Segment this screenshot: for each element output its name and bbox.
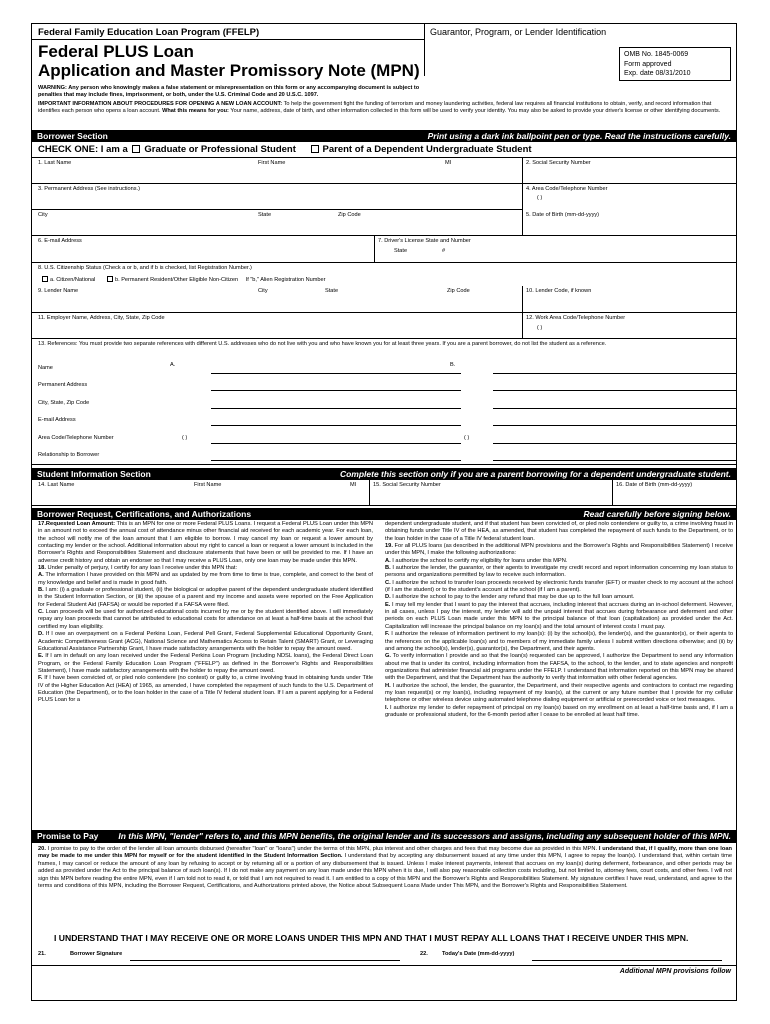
certification-paragraph	[385, 521, 733, 543]
reference-a-field[interactable]	[211, 460, 461, 461]
ref-b-label: B.	[450, 362, 456, 368]
paragraph-text: I am: (i) a graduate or professional student, (ii) the biological or adoptive parent of the dependent undergraduate student identified in the Student Information Section, or (iii) the spouse of a parent and my income and assets were reported on the Free Application for Federal Student Aid (FAFSA) or would be reported if a FAFSA were filed.	[38, 587, 373, 608]
certification-paragraph	[38, 521, 373, 565]
lender-name-label: 9. Lender Name	[38, 288, 79, 294]
promise-to-pay-bar: Promise to Pay In this MPN, "lender" refers to, and this MPN benefits, the original lender and its successors and assigns, including any subsequent holder of this MPN.	[32, 830, 736, 843]
omb-approved: Form approved	[624, 60, 672, 68]
reference-a-field[interactable]	[211, 390, 461, 391]
paragraph-text: I authorize the school, the lender, the guarantor, the Department, and their respective agents and contractors to contact me regarding my loan request(s) or my loan(s), including repayment of my loan(s), at the current or any future number that I provide for my cellular telephone or other wireless device using automated telephone dialing equipment or artificial or prerecorded voice or text messages.	[385, 682, 733, 704]
reference-b-field[interactable]	[493, 460, 737, 461]
paragraph-number: H.	[385, 682, 391, 689]
certification-paragraph	[38, 675, 373, 704]
certification-paragraph	[385, 602, 733, 631]
ssn-label: 2. Social Security Number	[526, 160, 591, 166]
mi-label: MI	[445, 160, 452, 166]
certification-paragraph	[385, 543, 733, 558]
promise-to-pay-text: 20. I promise to pay to the order of the lender all loan amounts disbursed (hereafter "loan" or "loans") under the terms of this MPN, plus interest and other charges and fees that may become due as provided in this MPN. I understand that, if I qualify, more than one loan may be made to me under this MPN for myself or for the student identified in the Student Information Section. I understand that by accepting any disbursement issued at any time under this MPN, I agree to repay the loan(s). I understand that, within certain time frames, I may cancel or reduce the amount of any loan by refusing to accept or by returning all or a portion of any disbursement that is issued. Unless I make interest payments, interest that accrues on my loan(s) during deferment, forbearance, and other periods may be added as provided under the Act to the principal balance of such loan(s). If I do not make any payment on any loan made under this MPN when it is due, I will also pay reasonable collection costs including, but not limited to, attorney fees, court costs, and other fees. I will not sign this MPN before reading the entire MPN, even if I am told not to read it, or told that I am not required to read it. I am entitled to a copy of this MPN and the Borrower's Rights and Responsibilities Statement. My signature certifies I have read, understand, and agree to the terms and conditions of this MPN, including the Borrower Request, Certifications, and Authorizations printed above, the Notice about Subsequent Loans Made under This MPN, and the Borrower's Rights and Responsibilities Statement.	[38, 846, 732, 890]
ref-a-label: A.	[170, 362, 176, 368]
student-name-field[interactable]	[33, 490, 368, 504]
zip-label: Zip Code	[338, 212, 361, 218]
drivers-license-label: 7. Driver's License State and Number	[378, 238, 471, 244]
important-notice: IMPORTANT INFORMATION ABOUT PROCEDURES FOR OPENING A NEW LOAN ACCOUNT: To help the government fight the funding of terrorism and money laundering activities, federal law requires all financial institutions to obtain, verify, and record information that identifies each person who opens a loan account. What this means for you: Your name, address, date of birth, and other information collected in this form will be used to verify your identity. You may also be asked to provide your driver's license or other identifying documents.	[38, 101, 721, 114]
date-line[interactable]	[532, 960, 722, 961]
paragraph-number: 18.	[38, 565, 46, 572]
paragraph-number: B.	[38, 587, 44, 594]
certification-paragraph	[38, 565, 373, 572]
lender-code-label: 10. Lender Code, if known	[526, 288, 592, 294]
reference-a-field[interactable]	[211, 408, 461, 409]
signature-number: 21.	[38, 951, 46, 957]
guarantor-label: Guarantor, Program, or Lender Identification	[430, 27, 607, 37]
paragraph-number: E.	[38, 653, 44, 660]
student-mi-label: MI	[350, 482, 357, 488]
dl-state-label: State	[394, 248, 408, 254]
paragraph-number: 17.	[38, 521, 46, 527]
city-state-zip-field[interactable]	[33, 219, 521, 233]
certification-paragraph	[385, 565, 733, 580]
certification-paragraph	[385, 705, 733, 720]
citizen-checkbox[interactable]	[42, 276, 48, 282]
form-title-line2: Application and Master Promissory Note (MPN)	[38, 61, 420, 80]
lender-state-label: State	[325, 288, 339, 294]
paragraph-number: D.	[38, 631, 44, 638]
ssn-field[interactable]	[523, 167, 737, 181]
permanent-address-label: 3. Permanent Address (See instructions.)	[38, 186, 140, 192]
warning-text: WARNING: Any person who knowingly makes a false statement or misrepresentation on this form or any accompanying document is subject to penalties that may include fines, imprisonment, or both, under the U.S. Criminal Code and 20 U.S.C. 1097.	[38, 85, 420, 98]
reference-row-label: Name	[38, 365, 53, 371]
grad-student-checkbox[interactable]	[132, 145, 140, 153]
last-name-label: 1. Last Name	[38, 160, 72, 166]
date-number: 22.	[420, 951, 428, 957]
certification-paragraph	[38, 572, 373, 587]
paragraph-text: I authorize the school to pay to the lender any refund that may be due up to the full loan amount.	[390, 594, 635, 601]
paragraph-text: If I have been convicted of, or pled nolo contendere (no contest) or guilty to, a crime involving fraud in obtaining funds under Title IV of the Higher Education Act (HEA) of 1965, as amended, I have completed the repayment of such funds to the U.S. Department of Education (the Department), or to the loan holder in the case of a Title IV federal student loan. If I am a parent applying for a Federal PLUS Loan for a	[38, 675, 373, 704]
drivers-license-field[interactable]	[452, 245, 732, 259]
certifications-left-column	[38, 521, 373, 705]
student-section-bar: Student Information Section Complete this section only if you are a parent borrowing for a dependent undergraduate student.	[32, 468, 736, 480]
lender-code-field[interactable]	[523, 296, 737, 310]
reference-row-label: E-mail Address	[38, 417, 76, 424]
first-name-label: First Name	[258, 160, 286, 166]
certification-paragraph	[385, 683, 733, 705]
paragraph-heading: Requested Loan Amount:	[45, 521, 115, 527]
employer-field[interactable]	[33, 322, 521, 336]
citizenship-options: a. Citizen/National b. Permanent Resident/Other Eligible Non-Citizen If "b," Alien Registration Number	[42, 276, 326, 284]
phone-area-paren: ( )	[537, 195, 543, 201]
reference-b-field[interactable]	[493, 373, 737, 374]
borrower-type-choice: CHECK ONE: I am a Graduate or Professional Student Parent of a Dependent Undergraduate Student	[38, 144, 532, 155]
certification-paragraph	[385, 631, 733, 653]
student-last-name-label: 14. Last Name	[38, 482, 75, 488]
student-dob-field[interactable]	[613, 490, 737, 504]
certification-paragraph	[385, 558, 733, 565]
paragraph-text: I may tell my lender that I want to pay the interest that accrues, including interest that accrues during an in-school deferment. However, in all cases, unless I pay the interest, my lender will add the unpaid interest that accrues during forbearance and deferment and other periods on each PLUS Loan made under this MPN to the principal balance of that loan (capitalization) as provided under the Act. Capitalization will increase the principal balance on my loan(s) and the total amount of interest costs I must pay.	[385, 601, 733, 630]
reference-b-field[interactable]	[493, 390, 737, 391]
certification-paragraph	[38, 653, 373, 675]
borrower-name-field[interactable]	[33, 167, 521, 181]
paragraph-text: To verify information I provide and so that the loan(s) requested can be approved, I authorize the Department to send any information about me that is under its control, including information from the FAFSA, to the school, to the lender, and to state agencies and nonprofit organizations that administer financial aid programs under the FFELP. I understand that information reported on this MPN may be shared with the Department, and that the Department has the authority to verify that information with other federal agencies.	[385, 653, 733, 682]
certification-paragraph	[385, 594, 733, 601]
references-instructions: 13. References: You must provide two separate references with different U.S. addresses who do not live with you and who have known you for at least three years. If you are a parent borrower, do not list the student as a reference.	[38, 341, 607, 347]
student-first-name-label: First Name	[194, 482, 222, 488]
reference-a-field[interactable]	[211, 443, 461, 444]
paragraph-text: If I am in default on any loan received under the Federal Perkins Loan Program (including NDSL loans), the Federal Direct Loan Program, or the Federal Family Education Loan Program ("FFELP") as defined in the Borrower's Rights and Responsibilities Statement), I have made satisfactory arrangements with the holder to repay the amount owed.	[38, 653, 373, 674]
student-ssn-field[interactable]	[370, 490, 611, 504]
paragraph-text: The information I have provided on this MPN and as updated by me from time to time is true, complete, and correct to the best of my knowledge and belief and is made in good faith.	[38, 572, 373, 586]
city-label: City	[38, 212, 48, 218]
paragraph-number: C.	[385, 579, 391, 586]
reference-row-label: Relationship to Borrower	[38, 452, 100, 458]
paragraph-text: I authorize my lender to defer repayment of principal on my loan(s) based on my enrollment on at least a half-time basis and, if I am a graduate or professional student, for the 6-month period after I cease to be enrolled at least half time.	[385, 704, 733, 718]
student-ssn-label: 15. Social Security Number	[373, 482, 441, 488]
paragraph-text: dependent undergraduate student, and if that student has been convicted of, or pled nolo contendere or guilty to, a crime involving fraud in obtaining funds under Title IV of the HEA, as amended, that student has completed the repayment of such funds to the Department, or to the loan holder in the case of a Title IV federal student loan.	[385, 521, 733, 542]
omb-box	[619, 47, 731, 81]
parent-borrower-checkbox[interactable]	[311, 145, 319, 153]
paragraph-number: F.	[385, 631, 390, 638]
paragraph-text: I authorize the release of information pertinent to my loan(s): (i) by the school(s), the lender(s), and the guarantor(s), or their agents to the references on the applicable loan(s) and to members of my immediate family unless I submit written directions otherwise; and (ii) by and among the school(s), lender(s), guarantor(s), the Department, and their agents.	[385, 631, 733, 652]
promissory-note-form	[31, 23, 737, 1001]
certification-paragraph	[38, 609, 373, 631]
paragraph-text: Loan proceeds will be used for authorized educational costs incurred by me or by the student identified above. I will immediately repay any loan proceeds that cannot be attributed to educational costs for attendance on at least a half-time basis at the school that certified my loan eligibility.	[38, 609, 373, 630]
reference-area-code-paren: ( )	[182, 434, 188, 441]
paragraph-number: B.	[385, 565, 391, 572]
paragraph-number: A.	[38, 572, 44, 579]
resident-checkbox[interactable]	[107, 276, 113, 282]
paragraph-text: This is an MPN for one or more Federal PLUS Loans. I request a Federal PLUS Loan under this MPN in an amount not to exceed the annual cost of attendance minus other financial aid received for each academic year. For each loan, the school will notify me of the loan amount that I am eligible to borrow. I may cancel my loan or request a lower amount by contacting my lender or the school. Additional information about my right to cancel a loan or request a lower amount is included in the Borrower's Rights and Responsibilities Statement and disclosure statements that have been or will be provided to me. If I have an adverse credit history and obtain an endorser so that I may receive a PLUS Loan, only one loan may be made under this MPN.	[38, 521, 373, 564]
work-phone-paren: ( )	[537, 325, 543, 331]
repay-acknowledgement: I UNDERSTAND THAT I MAY RECEIVE ONE OR MORE LOANS UNDER THIS MPN AND THAT I MUST REPAY ALL LOANS THAT I RECEIVE UNDER THIS MPN.	[54, 933, 689, 943]
reference-b-field[interactable]	[493, 425, 737, 426]
paragraph-text: I authorize the school to transfer loan proceeds received by electronic funds transfer (EFT) or master check to my account at the school (if I am the student) or to the student's account at the school (if I am a parent).	[385, 579, 733, 594]
state-label: State	[258, 212, 272, 218]
paragraph-text: I authorize the school to certify my eligibility for loans under this MPN.	[390, 557, 568, 564]
paragraph-text: For all PLUS loans (as described in the additional MPN provisions and the Borrower's Rights and Responsibilities Statement) I receive under this MPN, I make the following authorizations:	[385, 543, 733, 557]
signature-label: Borrower Signature	[70, 951, 123, 957]
citizenship-label: 8. U.S. Citizenship Status (Check a or b, and if b is checked, list Registration Number.)	[38, 265, 252, 271]
paragraph-number: A.	[385, 557, 391, 564]
paragraph-number: I.	[385, 704, 389, 711]
footer-note: Additional MPN provisions follow	[619, 968, 731, 975]
paragraph-text: Under penalty of perjury, I certify for any loan I receive under this MPN that:	[45, 565, 238, 572]
student-dob-label: 16. Date of Birth (mm-dd-yyyy)	[616, 482, 693, 488]
reference-b-field[interactable]	[493, 408, 737, 409]
lender-zip-label: Zip Code	[447, 288, 470, 294]
paragraph-text: I authorize the lender, the guarantor, or their agents to investigate my credit record and report information concerning my loan status to persons and organizations permitted by law to receive such information.	[385, 565, 733, 579]
form-title-line1: Federal PLUS Loan	[38, 42, 194, 61]
dl-number-label: #	[442, 248, 446, 254]
signature-line[interactable]	[130, 960, 400, 961]
permanent-address-field[interactable]	[33, 193, 521, 207]
date-label: Today's Date (mm-dd-yyyy)	[442, 951, 515, 957]
certification-paragraph	[385, 653, 733, 682]
phone-label: 4. Area Code/Telephone Number	[526, 186, 608, 192]
reference-a-field[interactable]	[211, 425, 461, 426]
lender-city-label: City	[258, 288, 268, 294]
employer-label: 11. Employer Name, Address, City, State, Zip Code	[38, 315, 165, 321]
borrower-section-bar: Borrower Section Print using a dark ink ballpoint pen or type. Read the instructions carefully.	[32, 130, 736, 142]
paragraph-text: If I owe an overpayment on a Federal Perkins Loan, Federal Pell Grant, Federal Supplemental Educational Opportunity Grant, Academic Competitiveness Grant (ACG), National Science and Mathematics Access to Retain Talent (SMART) Grant, or Leveraging Educational Assistance Partnership Grant, I have made satisfactory arrangements with the holder to repay the amount owed.	[38, 631, 373, 652]
lender-name-field[interactable]	[33, 296, 521, 310]
paragraph-number: D.	[385, 594, 391, 601]
dob-label: 5. Date of Birth (mm-dd-yyyy)	[526, 212, 600, 218]
paragraph-number: 19.	[385, 543, 393, 550]
reference-area-code-paren: ( )	[464, 434, 470, 441]
reference-a-field[interactable]	[211, 373, 461, 374]
reference-row-label: Permanent Address	[38, 382, 88, 389]
omb-number: OMB No. 1845-0069	[624, 51, 689, 58]
reference-b-field[interactable]	[493, 443, 737, 444]
work-phone-label: 12. Work Area Code/Telephone Number	[526, 315, 626, 321]
certification-paragraph	[38, 631, 373, 653]
reference-row-label: City, State, Zip Code	[38, 399, 90, 406]
reference-row-label: Area Code/Telephone Number	[38, 434, 114, 441]
omb-expiry: Exp. date 08/31/2010	[624, 70, 691, 77]
email-label: 6. E-mail Address	[38, 238, 82, 244]
paragraph-number: G.	[385, 653, 392, 660]
certifications-right-column	[385, 521, 733, 719]
program-name: Federal Family Education Loan Program (FFELP)	[38, 27, 260, 38]
certifications-bar: Borrower Request, Certifications, and Authorizations Read carefully before signing below.	[32, 508, 736, 520]
paragraph-number: E.	[385, 601, 391, 608]
certification-paragraph	[38, 587, 373, 609]
paragraph-number: F.	[38, 675, 43, 682]
certification-paragraph	[385, 580, 733, 595]
dob-field[interactable]	[523, 219, 737, 233]
paragraph-number: C.	[38, 609, 44, 616]
email-field[interactable]	[33, 245, 373, 259]
